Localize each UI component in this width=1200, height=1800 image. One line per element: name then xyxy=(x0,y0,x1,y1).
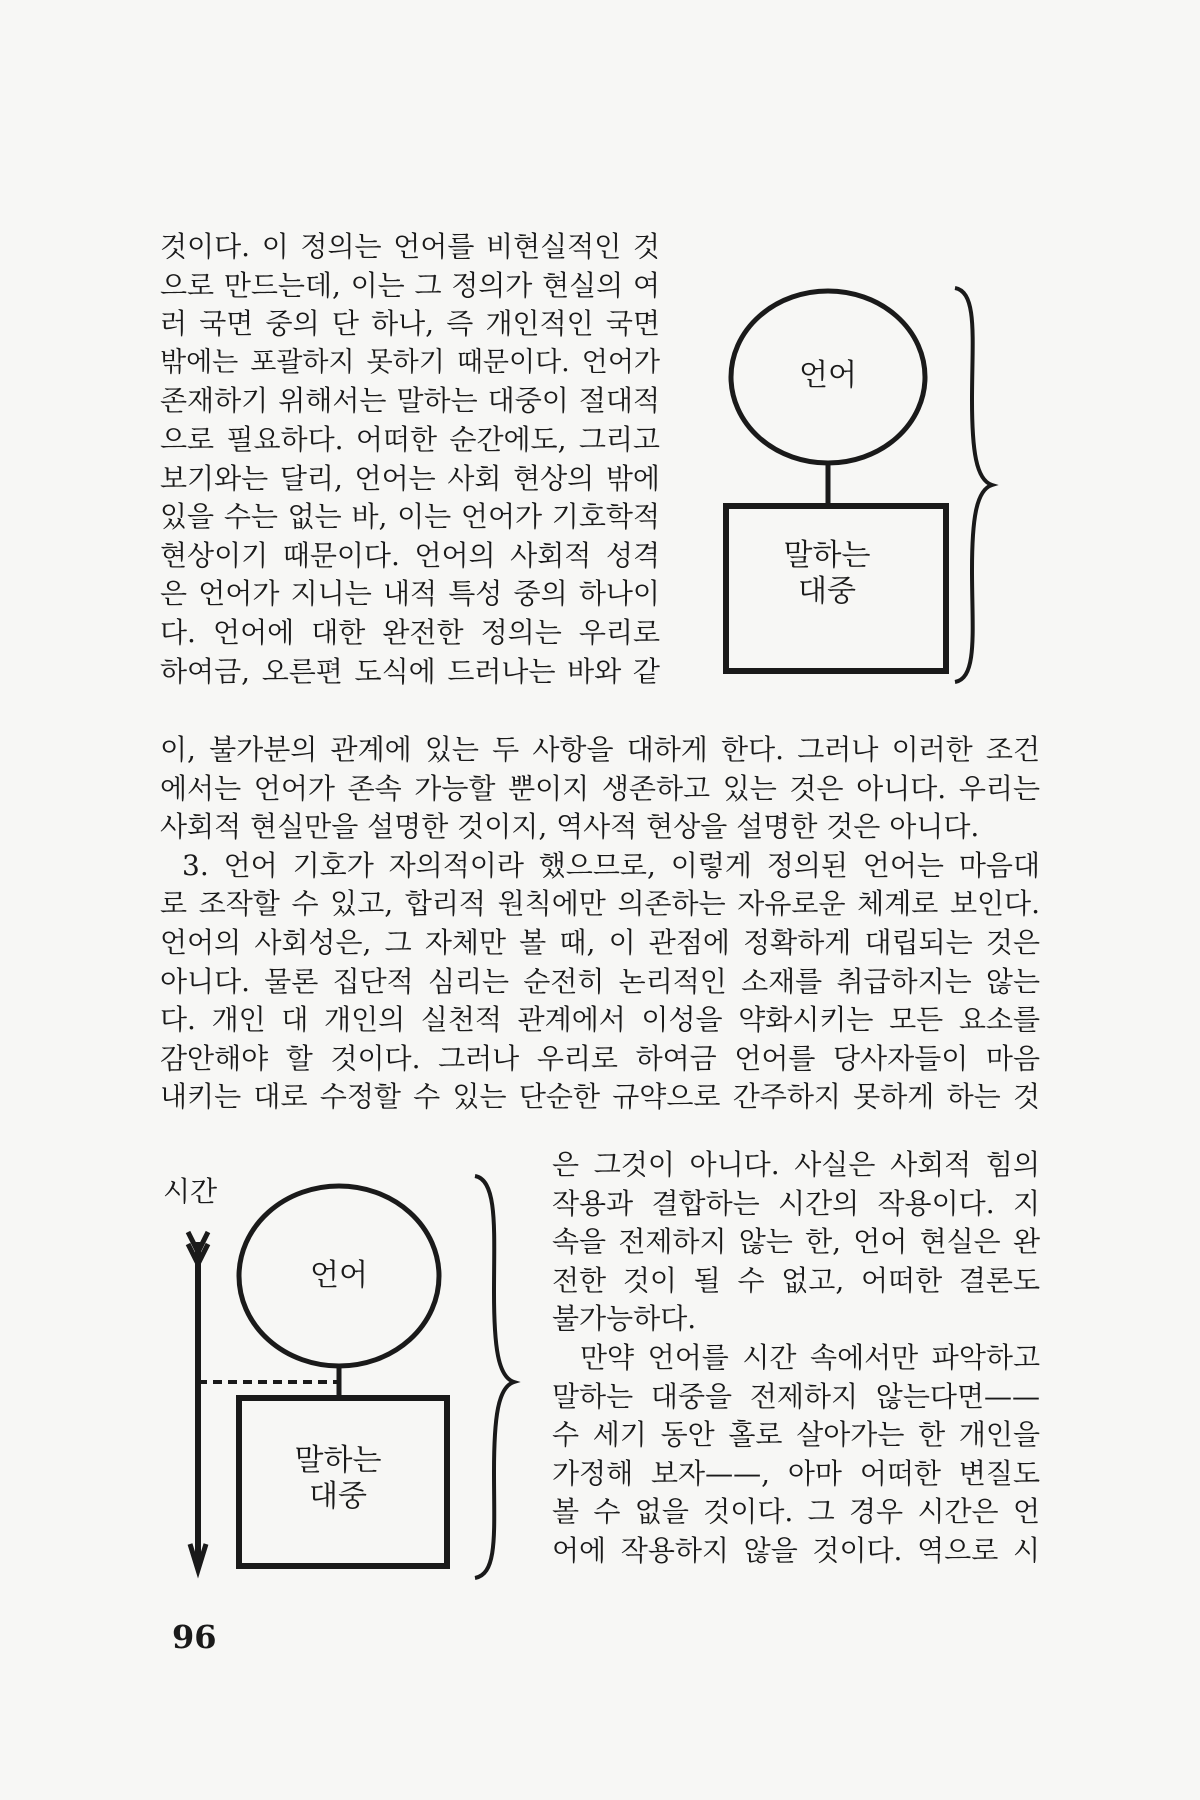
text-line: 내키는 대로 수정할 수 있는 단순한 규약으로 간주하지 못하게 하는 것 xyxy=(160,1080,1040,1114)
time-axis-label: 시간 xyxy=(163,1175,218,1208)
text-line: 있을 수는 없는 바, 이는 언어가 기호학적 xyxy=(160,500,660,534)
text-line: 감안해야 할 것이다. 그러나 우리로 하여금 언어를 당사자들이 마음 xyxy=(160,1041,1040,1075)
time-arrow-fletching xyxy=(188,1232,208,1264)
text-line: 현상이기 때문이다. 언어의 사회적 성격 xyxy=(160,538,660,572)
text-line: 다. 언어에 대한 완전한 정의는 우리로 xyxy=(160,615,660,649)
text-line: 존재하기 위해서는 말하는 대중이 절대적 xyxy=(160,384,660,418)
text-line: 만약 언어를 시간 속에서만 파악하고 xyxy=(580,1340,1040,1374)
curly-brace xyxy=(475,1176,514,1578)
text-line: 수 세기 동안 홀로 살아가는 한 개인을 xyxy=(552,1418,1040,1452)
curly-brace xyxy=(955,288,992,682)
text-line: 로 조작할 수 있고, 합리적 원칙에만 의존하는 자유로운 체계로 보인다. xyxy=(160,887,1040,921)
text-line: 작용과 결합하는 시간의 작용이다. 지 xyxy=(552,1186,1040,1220)
text-line: 에서는 언어가 존속 가능할 뿐이지 생존하고 있는 것은 아니다. 우리는 xyxy=(160,771,1040,805)
text-line: 속을 전제하지 않는 한, 언어 현실은 완 xyxy=(552,1225,1040,1259)
text-line: 밖에는 포괄하지 못하기 때문이다. 언어가 xyxy=(160,346,660,378)
text-line: 언어의 사회성은, 그 자체만 볼 때, 이 관점에 정확하게 대립되는 것은 xyxy=(160,925,1040,959)
ellipse-label-top: 언어 xyxy=(799,358,857,393)
paragraph-top xyxy=(160,228,660,691)
box-label-bottom-line2: 대중 xyxy=(309,1479,367,1514)
diagram-language-speaking-mass xyxy=(700,280,1000,690)
box-label-bottom-line1: 말하는 xyxy=(294,1443,382,1478)
text-line: 보기와는 달리, 언어는 사회 현상의 밖에 xyxy=(160,461,660,495)
page-number: 96 xyxy=(172,1618,217,1656)
text-line: 말하는 대중을 전제하지 않는다면—— xyxy=(552,1379,1040,1413)
text-line: 것이다. 이 정의는 언어를 비현실적인 것 xyxy=(160,230,660,263)
text-line: 불가능하다. xyxy=(552,1302,697,1336)
text-line: 3. 언어 기호가 자의적이라 했으므로, 이렇게 정의된 언어는 마음대 xyxy=(182,848,1040,882)
text-line: 으로 필요하다. 어떠한 순간에도, 그리고 xyxy=(160,422,660,456)
diagram-time-language-speaking-mass xyxy=(180,1172,540,1582)
ellipse-label-bottom: 언어 xyxy=(310,1258,368,1293)
box-label-top-line2: 대중 xyxy=(798,574,856,609)
text-line: 이, 불가분의 관계에 있는 두 사항을 대하게 한다. 그러나 이러한 조건 xyxy=(160,733,1040,766)
text-line: 전한 것이 될 수 없고, 어떠한 결론도 xyxy=(552,1263,1040,1297)
paragraph-full xyxy=(160,731,1040,1117)
text-line: 사회적 현실만을 설명한 것이지, 역사적 현상을 설명한 것은 아니다. xyxy=(160,810,980,844)
text-line: 가정해 보자——, 아마 어떠한 변질도 xyxy=(552,1456,1040,1490)
text-line: 으로 만드는데, 이는 그 정의가 현실의 여 xyxy=(160,268,660,302)
text-line: 은 언어가 지니는 내적 특성 중의 하나이 xyxy=(160,577,660,611)
text-line: 볼 수 없을 것이다. 그 경우 시간은 언 xyxy=(552,1495,1040,1529)
text-line: 하여금, 오른편 도식에 드러나는 바와 같 xyxy=(160,654,660,688)
text-line: 러 국면 중의 단 하나, 즉 개인적인 국면 xyxy=(160,307,660,341)
text-line: 다. 개인 대 개인의 실천적 관계에서 이성을 약화시키는 모든 요소를 xyxy=(160,1003,1040,1037)
text-line: 아니다. 물론 집단적 심리는 순전히 논리적인 소재를 취급하지는 않는 xyxy=(160,964,1040,998)
paragraph-bottom xyxy=(552,1146,1040,1571)
box-label-top-line1: 말하는 xyxy=(783,538,871,573)
text-line: 어에 작용하지 않을 것이다. 역으로 시 xyxy=(552,1533,1040,1567)
text-line: 은 그것이 아니다. 사실은 사회적 힘의 xyxy=(552,1148,1040,1181)
